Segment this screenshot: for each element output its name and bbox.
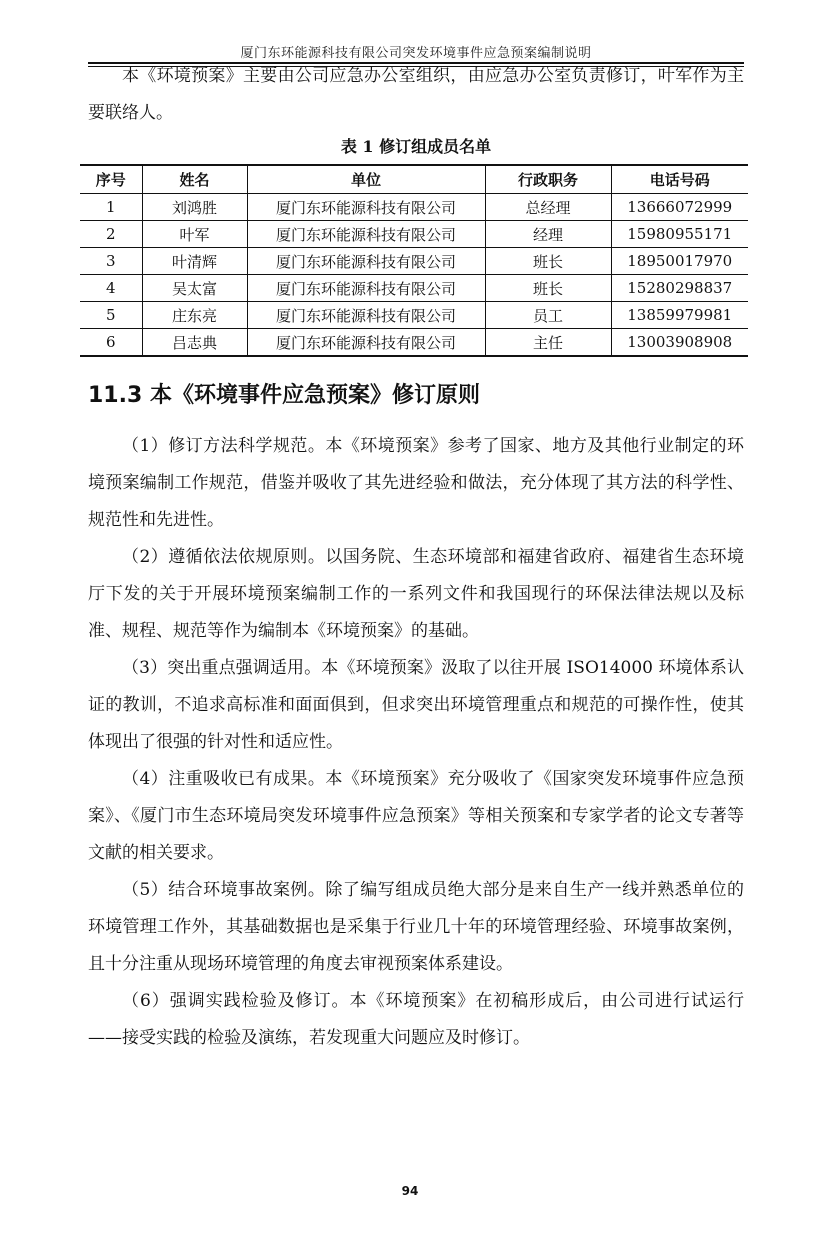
cell-unit: 厦门东环能源科技有限公司 [247, 221, 485, 248]
column-header-position: 行政职务 [485, 165, 611, 194]
column-header-unit: 单位 [247, 165, 485, 194]
cell-name: 庄东亮 [142, 302, 247, 329]
cell-phone: 13859979981 [611, 302, 748, 329]
cell-phone: 13666072999 [611, 194, 748, 221]
cell-name: 刘鸿胜 [142, 194, 247, 221]
cell-name: 叶清辉 [142, 248, 247, 275]
cell-phone: 15980955171 [611, 221, 748, 248]
table-caption: 表 1 修订组成员名单 [340, 137, 492, 156]
principle-paragraph-6: （6）强调实践检验及修订。本《环境预案》在初稿形成后，由公司进行试运行——接受实践的检验及演练，若发现重大问题应及时修订。 [88, 991, 744, 1048]
cell-name: 叶军 [142, 221, 247, 248]
table-row [80, 194, 748, 221]
cell-position: 员工 [485, 302, 611, 329]
table-header-row [80, 165, 748, 194]
page-number: 94 [401, 1184, 419, 1198]
table-row [80, 302, 748, 329]
cell-index: 5 [80, 302, 142, 329]
table-row [80, 221, 748, 248]
member-table [80, 164, 748, 357]
principle-paragraph-2: （2）遵循依法依规原则。以国务院、生态环境部和福建省政府、福建省生态环境厅下发的关于开展环境预案编制工作的一系列文件和我国现行的环保法律法规以及标准、规程、规范等作为编制本《环境预案》的基础。 [88, 547, 744, 641]
cell-unit: 厦门东环能源科技有限公司 [247, 275, 485, 302]
intro-paragraph: 本《环境预案》主要由公司应急办公室组织，由应急办公室负责修订，叶军作为主要联络人。 [88, 66, 744, 123]
cell-unit: 厦门东环能源科技有限公司 [247, 329, 485, 357]
principle-paragraph-3: （3）突出重点强调适用。本《环境预案》汲取了以往开展 ISO14000 环境体系认证的教训，不追求高标准和面面俱到，但求突出环境管理重点和规范的可操作性，使其体现出了很强的针对性和适应性。 [88, 658, 744, 752]
table-row [80, 275, 748, 302]
cell-position: 班长 [485, 248, 611, 275]
cell-position: 主任 [485, 329, 611, 357]
table-row [80, 248, 748, 275]
principle-paragraph-5: （5）结合环境事故案例。除了编写组成员绝大部分是来自生产一线并熟悉单位的环境管理工作外，其基础数据也是采集于行业几十年的环境管理经验、环境事故案例，且十分注重从现场环境管理的角度去审视预案体系建设。 [88, 880, 744, 974]
column-header-index: 序号 [80, 165, 142, 194]
cell-position: 经理 [485, 221, 611, 248]
running-header: 厦门东环能源科技有限公司突发环境事件应急预案编制说明 [240, 46, 592, 61]
principle-paragraph-1: （1）修订方法科学规范。本《环境预案》参考了国家、地方及其他行业制定的环境预案编制工作规范，借鉴并吸收了其先进经验和做法，充分体现了其方法的科学性、规范性和先进性。 [88, 436, 744, 530]
table-row [80, 329, 748, 357]
cell-unit: 厦门东环能源科技有限公司 [247, 302, 485, 329]
cell-position: 班长 [485, 275, 611, 302]
cell-name: 吕志典 [142, 329, 247, 357]
cell-phone: 13003908908 [611, 329, 748, 357]
cell-index: 4 [80, 275, 142, 302]
cell-unit: 厦门东环能源科技有限公司 [247, 194, 485, 221]
cell-index: 6 [80, 329, 142, 357]
cell-index: 1 [80, 194, 142, 221]
cell-unit: 厦门东环能源科技有限公司 [247, 248, 485, 275]
principle-paragraph-4: （4）注重吸收已有成果。本《环境预案》充分吸收了《国家突发环境事件应急预案》、《厦门市生态环境局突发环境事件应急预案》等相关预案和专家学者的论文专著等文献的相关要求。 [88, 769, 744, 863]
cell-phone: 18950017970 [611, 248, 748, 275]
column-header-name: 姓名 [142, 165, 247, 194]
cell-name: 吴太富 [142, 275, 247, 302]
column-header-phone: 电话号码 [611, 165, 748, 194]
cell-index: 3 [80, 248, 142, 275]
cell-index: 2 [80, 221, 142, 248]
section-heading: 11.3 本《环境事件应急预案》修订原则 [88, 383, 480, 408]
cell-position: 总经理 [485, 194, 611, 221]
cell-phone: 15280298837 [611, 275, 748, 302]
